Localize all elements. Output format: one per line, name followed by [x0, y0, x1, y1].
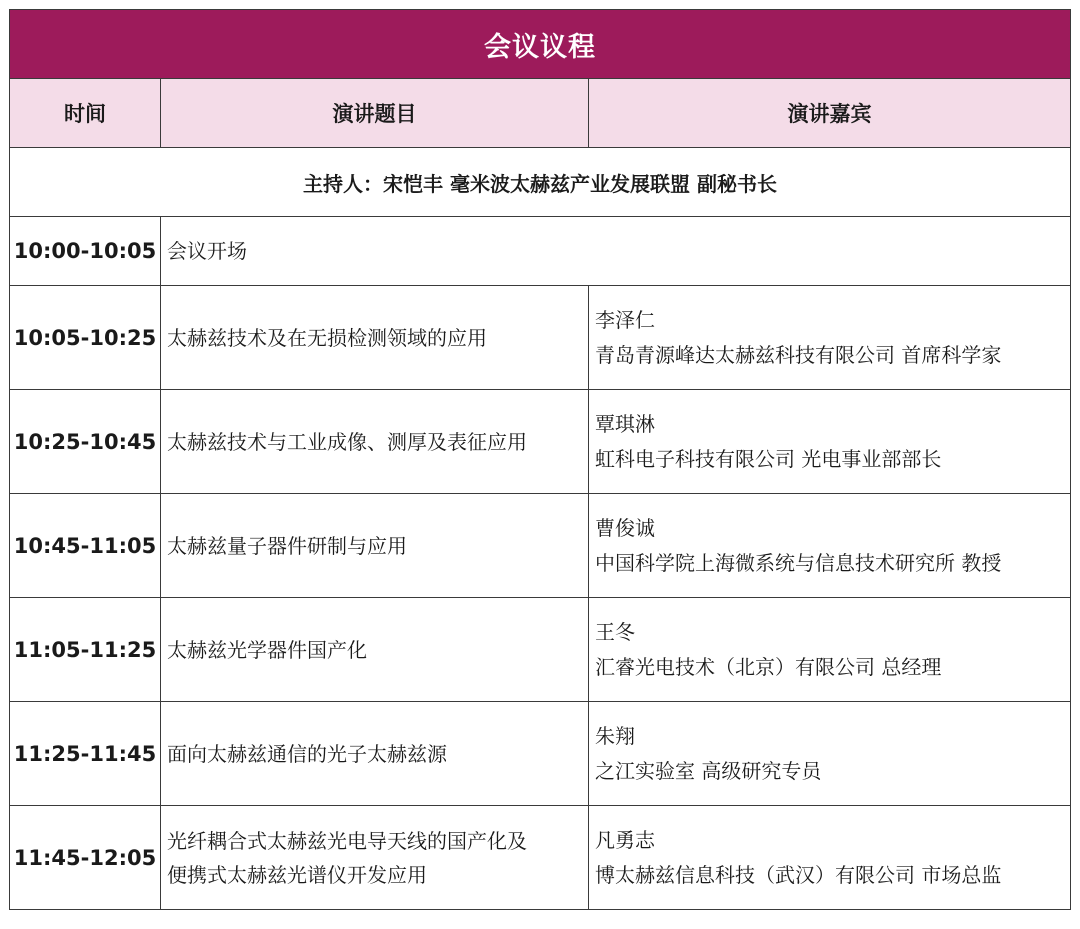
speaker-name: 李泽仁 [595, 307, 655, 332]
header-topic: 演讲题目 [161, 79, 589, 148]
agenda-title: 会议议程 [10, 10, 1071, 79]
host-row [10, 148, 1071, 217]
session-topic [161, 598, 589, 702]
speaker-title: 之江实验室 高级研究专员 [595, 758, 822, 783]
session-row [10, 286, 1071, 390]
speaker-name: 凡勇志 [595, 827, 655, 852]
session-topic-line: 便携式太赫兹光谱仪开发应用 [167, 862, 427, 887]
session-topic-line: 光纤耦合式太赫兹光电导天线的国产化及 [167, 828, 527, 853]
session-topic [161, 806, 589, 910]
session-speaker [589, 494, 1071, 598]
session-row [10, 598, 1071, 702]
opening-time: 10:00-10:05 [10, 217, 161, 286]
speaker-name: 覃琪淋 [595, 411, 655, 436]
header-row [10, 79, 1071, 148]
session-speaker [589, 598, 1071, 702]
host-info: 主持人：宋恺丰 毫米波太赫兹产业发展联盟 副秘书长 [10, 148, 1071, 217]
session-time: 10:45-11:05 [10, 494, 161, 598]
session-speaker [589, 286, 1071, 390]
session-row [10, 702, 1071, 806]
speaker-title: 虹科电子科技有限公司 光电事业部部长 [595, 446, 942, 471]
speaker-title: 汇睿光电技术（北京）有限公司 总经理 [595, 654, 942, 679]
session-row [10, 390, 1071, 494]
session-topic [161, 494, 589, 598]
header-time: 时间 [10, 79, 161, 148]
session-topic [161, 702, 589, 806]
session-topic [161, 286, 589, 390]
session-topic-line: 太赫兹技术及在无损检测领域的应用 [167, 325, 487, 350]
title-row [10, 10, 1071, 79]
session-topic-line: 太赫兹量子器件研制与应用 [167, 533, 407, 558]
session-row [10, 806, 1071, 910]
session-speaker [589, 702, 1071, 806]
session-topic [161, 390, 589, 494]
session-time: 11:45-12:05 [10, 806, 161, 910]
opening-row [10, 217, 1071, 286]
speaker-name: 朱翔 [595, 723, 635, 748]
speaker-name: 王冬 [595, 619, 635, 644]
header-speaker: 演讲嘉宾 [589, 79, 1071, 148]
opening-topic: 会议开场 [161, 217, 1071, 286]
session-topic-line: 太赫兹光学器件国产化 [167, 637, 367, 662]
session-topic-line: 面向太赫兹通信的光子太赫兹源 [167, 741, 447, 766]
session-topic-line: 太赫兹技术与工业成像、测厚及表征应用 [167, 429, 527, 454]
session-time: 11:25-11:45 [10, 702, 161, 806]
session-speaker [589, 806, 1071, 910]
session-time: 10:25-10:45 [10, 390, 161, 494]
session-speaker [589, 390, 1071, 494]
speaker-title: 中国科学院上海微系统与信息技术研究所 教授 [595, 550, 1002, 575]
session-time: 10:05-10:25 [10, 286, 161, 390]
speaker-title: 博太赫兹信息科技（武汉）有限公司 市场总监 [595, 862, 1002, 887]
speaker-name: 曹俊诚 [595, 515, 655, 540]
speaker-title: 青岛青源峰达太赫兹科技有限公司 首席科学家 [595, 342, 1002, 367]
session-row [10, 494, 1071, 598]
session-time: 11:05-11:25 [10, 598, 161, 702]
agenda-table [9, 9, 1071, 910]
